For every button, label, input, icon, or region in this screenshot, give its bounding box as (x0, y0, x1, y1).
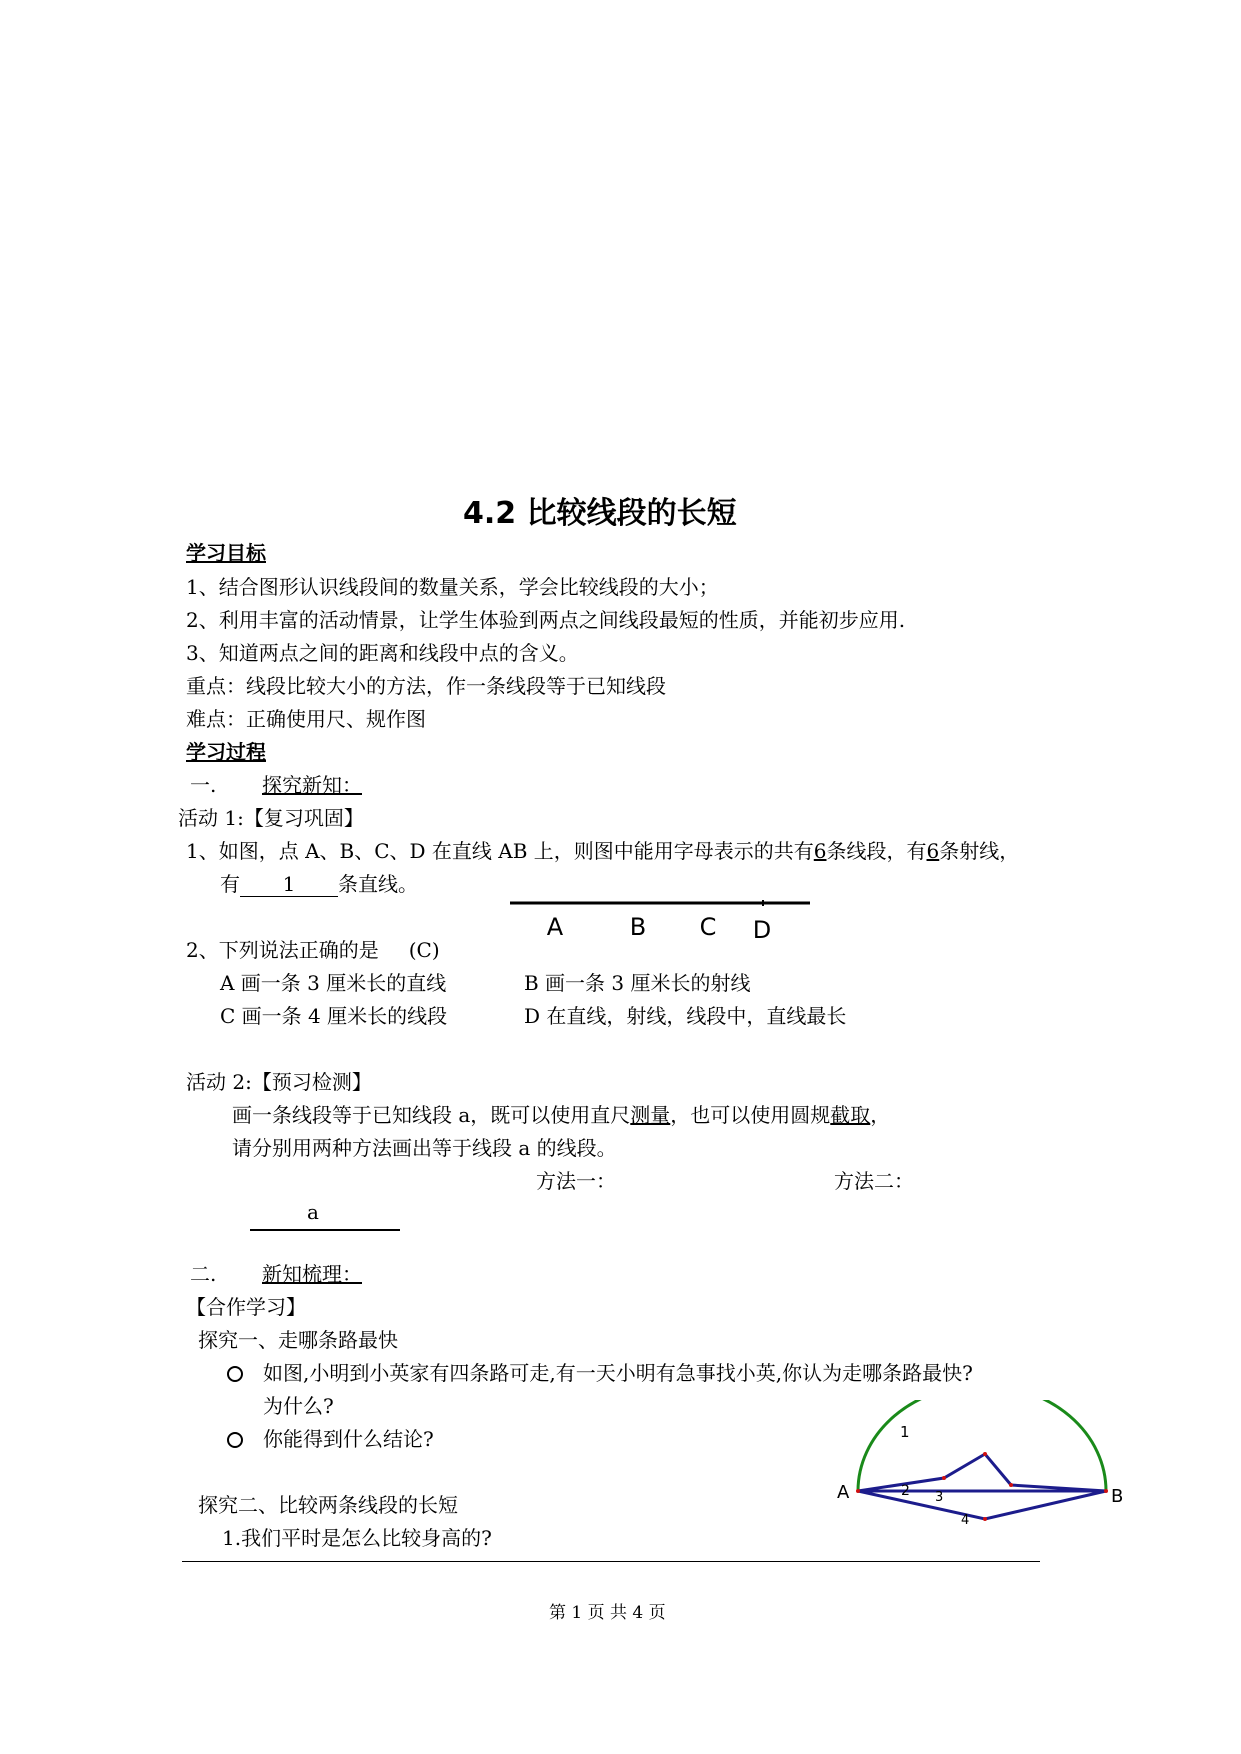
q1-rays-answer: 6 (926, 839, 940, 863)
activity1-heading: 活动 1:【复习巩固】 (178, 806, 364, 830)
activity2-heading: 活动 2:【预习检测】 (186, 1070, 372, 1094)
bullet1-line1: 如图,小明到小英家有四条路可走,有一天小明有急事找小英,你认为走哪条路最快? (263, 1361, 973, 1385)
explore2-heading: 探究二、比较两条线段的长短 (198, 1493, 458, 1517)
goals-heading: 学习目标 (186, 541, 266, 565)
path-label-1: 1 (900, 1423, 910, 1441)
q2-answer: (C) (408, 938, 440, 962)
section2-title: 新知梳理： (262, 1262, 362, 1286)
vertex-dot (1104, 1489, 1108, 1493)
q1-line2-prefix: 有 (220, 872, 240, 896)
point-label-a: A (837, 1482, 850, 1503)
footer-rule (182, 1561, 1040, 1562)
vertex-dot (942, 1476, 946, 1480)
difficulty: 难点：正确使用尺、规作图 (186, 707, 426, 731)
path-label-3: 3 (935, 1490, 944, 1505)
activity2-line1 (232, 1103, 890, 1127)
point-label-d: D (752, 916, 772, 944)
path-label-4: 4 (961, 1513, 970, 1528)
section1-number: 一. (190, 773, 217, 797)
q1-mid1: 条线段，有 (826, 839, 927, 863)
explore2-question-1: 1.我们平时是怎么比较身高的? (222, 1526, 492, 1550)
line-figure (505, 895, 815, 945)
point-label-b: B (1111, 1486, 1124, 1507)
question-2 (186, 938, 440, 962)
page-title: 4.2 比较线段的长短 (463, 496, 737, 531)
bullet2: 你能得到什么结论? (263, 1427, 434, 1451)
goal-item: 2、利用丰富的活动情景，让学生体验到两点之间线段最短的性质，并能初步应用. (186, 608, 906, 632)
bullet1-line2: 为什么? (263, 1394, 334, 1418)
q2-option-d: D 在直线，射线，线段中，直线最长 (524, 1004, 847, 1028)
explore1-heading: 探究一、走哪条路最快 (198, 1328, 398, 1352)
segment-a (250, 1229, 400, 1231)
q1-segments-answer: 6 (813, 839, 827, 863)
question-1 (186, 839, 1019, 863)
q2-option-a: A 画一条 3 厘米长的直线 (220, 971, 447, 995)
segment-a-label: a (307, 1200, 319, 1224)
a2-prefix: 画一条线段等于已知线段 a，既可以使用直尺 (232, 1103, 631, 1127)
q1-lines-answer: 1 (240, 872, 338, 897)
page-footer: 第 1 页 共 4 页 (549, 1603, 666, 1623)
paths-figure (832, 1400, 1132, 1535)
q1-line2-suffix: 条直线。 (338, 872, 418, 896)
process-heading: 学习过程 (186, 740, 266, 764)
path-1-arc (858, 1400, 1106, 1491)
q2-text: 2、下列说法正确的是 (186, 938, 379, 962)
coop-heading: 【合作学习】 (186, 1295, 306, 1319)
point-label-c: C (699, 913, 717, 941)
goal-item: 1、结合图形认识线段间的数量关系，学会比较线段的大小； (186, 575, 719, 599)
goal-item: 3、知道两点之间的距离和线段中点的含义。 (186, 641, 579, 665)
a2-cut: 截取 (830, 1103, 871, 1127)
path-label-2: 2 (901, 1483, 910, 1499)
a2-suffix: ， (870, 1103, 891, 1127)
activity2-line2: 请分别用两种方法画出等于线段 a 的线段。 (232, 1136, 617, 1160)
q1-prefix: 1、如图，点 A、B、C、D 在直线 AB 上，则图中能用字母表示的共有 (186, 839, 814, 863)
vertex-dot (1009, 1483, 1013, 1487)
vertex-dot (983, 1517, 987, 1521)
key-point: 重点：线段比较大小的方法，作一条线段等于已知线段 (186, 674, 666, 698)
vertex-dot (983, 1452, 987, 1456)
method-two: 方法二： (834, 1169, 914, 1193)
a2-measure: 测量 (630, 1103, 671, 1127)
section2-number: 二. (190, 1262, 217, 1286)
section1-title: 探究新知： (262, 773, 362, 797)
a2-mid: ，也可以使用圆规 (670, 1103, 831, 1127)
point-label-b: B (629, 913, 647, 941)
bullet-circle-2 (227, 1429, 243, 1448)
question-1-line2 (220, 872, 418, 897)
path-2-polyline (858, 1454, 1106, 1491)
q2-option-c: C 画一条 4 厘米长的线段 (220, 1004, 448, 1028)
path-4-polyline (858, 1491, 1106, 1519)
q2-option-b: B 画一条 3 厘米长的射线 (524, 971, 751, 995)
q1-mid2: 条射线， (939, 839, 1020, 863)
vertex-dot (856, 1489, 860, 1493)
bullet-circle-1 (227, 1363, 243, 1382)
method-one: 方法一： (536, 1169, 616, 1193)
point-label-a: A (546, 913, 564, 941)
